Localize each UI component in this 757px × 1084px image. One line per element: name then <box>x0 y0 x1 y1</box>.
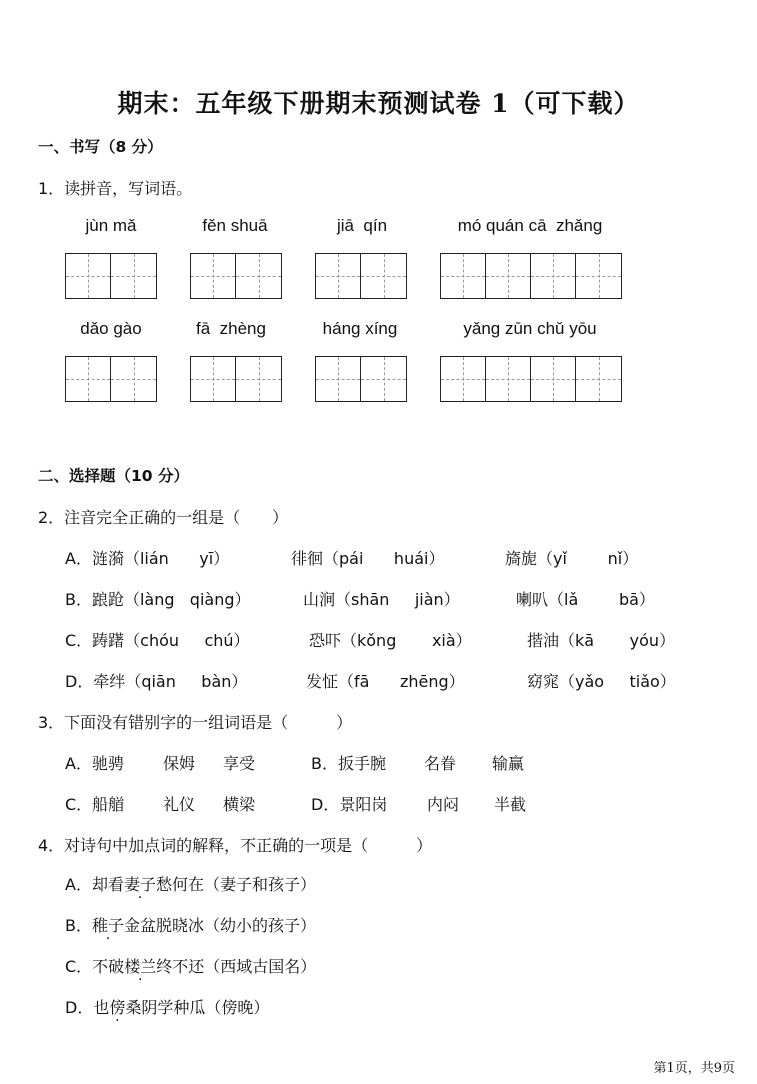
option-b[interactable]: B．扳手腕 <box>311 754 386 773</box>
option-d[interactable] <box>65 995 269 1018</box>
question-3-stem: 3．下面没有错别字的一组词语是（ ） <box>38 713 353 732</box>
pinyin-label: fā zhèng <box>196 319 266 338</box>
dotted-word: 傍 <box>109 998 126 1017</box>
option-a[interactable]: A．驰骋 <box>65 754 124 773</box>
pinyin-label: háng xíng <box>322 319 398 338</box>
pinyin-label: mó quán cā zhǎng <box>457 216 603 235</box>
option-b-word2: 名眷 <box>424 754 457 773</box>
writing-grid[interactable] <box>315 356 407 402</box>
writing-grid[interactable] <box>65 253 157 299</box>
option-c[interactable]: C．船艏 <box>65 795 125 814</box>
option-d-word2: 发怔（fā zhēng） <box>306 672 465 691</box>
option-a-word2: 保姆 <box>163 754 196 773</box>
pinyin-label: fěn shuā <box>202 216 268 235</box>
option-c-word3: 横梁 <box>223 795 256 814</box>
question-2-stem: 2．注音完全正确的一组是（ ） <box>38 508 289 527</box>
option-b-word2: 山涧（shān jiàn） <box>303 590 460 609</box>
option-text: D．也 <box>65 998 110 1017</box>
option-b-word3: 输赢 <box>492 754 525 773</box>
page-title: 期末：五年级下册期末预测试卷 1（可下载） <box>117 89 640 118</box>
question-1-stem: 1．读拼音，写词语。 <box>38 179 193 198</box>
option-text: 终不还（西域古国名） <box>156 957 317 976</box>
option-b-word3: 喇叭（lǎ bā） <box>516 590 655 609</box>
option-a[interactable] <box>65 872 316 895</box>
option-text: 愁何在（妻子和孩子） <box>155 875 316 894</box>
option-a-word3: 享受 <box>223 754 256 773</box>
option-a-word2: 徘徊（pái huái） <box>291 549 445 568</box>
dotted-word: 妻子 <box>123 875 156 894</box>
option-b[interactable] <box>65 913 316 936</box>
section-heading-writing: 一、书写（8 分） <box>38 138 163 156</box>
pinyin-label: yǎng zūn chǔ yōu <box>463 319 597 338</box>
dotted-word: 楼兰 <box>124 957 157 976</box>
writing-grid[interactable] <box>315 253 407 299</box>
option-c-word2: 礼仪 <box>163 795 196 814</box>
option-c[interactable] <box>65 954 316 977</box>
option-a-word3: 旖旎（yǐ nǐ） <box>505 549 639 568</box>
option-text: A．却看 <box>65 875 124 894</box>
option-text: B． <box>65 916 92 935</box>
option-a[interactable]: A．涟漪（lián yī） <box>65 549 230 568</box>
writing-grid[interactable] <box>65 356 157 402</box>
option-c[interactable]: C．踌躇（chóu chú） <box>65 631 250 650</box>
writing-grid[interactable] <box>190 253 282 299</box>
option-text: C．不破 <box>65 957 125 976</box>
option-text: 金盆脱晓冰（幼小的孩子） <box>124 916 317 935</box>
pinyin-label: dǎo gào <box>80 319 142 338</box>
option-d[interactable]: D．牵绊（qiān bàn） <box>65 672 248 691</box>
option-c-word3: 揩油（kā yóu） <box>527 631 676 650</box>
question-4-stem: 4．对诗句中加点词的解释，不正确的一项是（ ） <box>38 836 433 855</box>
writing-grid[interactable] <box>440 356 622 402</box>
option-c-word2: 恐吓（kǒng xià） <box>309 631 472 650</box>
writing-grid[interactable] <box>190 356 282 402</box>
dotted-word: 稚子 <box>91 916 124 935</box>
option-d-word3: 窈窕（yǎo tiǎo） <box>527 672 676 691</box>
writing-grid[interactable] <box>440 253 622 299</box>
section-heading-choice: 二、选择题（10 分） <box>38 467 189 485</box>
pinyin-label: jùn mǎ <box>85 216 137 235</box>
option-d[interactable]: D．景阳岗 <box>311 795 388 814</box>
option-b[interactable]: B．踉跄（làng qiàng） <box>65 590 251 609</box>
option-d-word3: 半截 <box>494 795 527 814</box>
option-d-word2: 内闷 <box>427 795 460 814</box>
page-number: 第1页，共9页 <box>653 1061 735 1076</box>
pinyin-label: jiā qín <box>336 216 388 235</box>
option-text: 桑阴学种瓜（傍晚） <box>125 998 270 1017</box>
